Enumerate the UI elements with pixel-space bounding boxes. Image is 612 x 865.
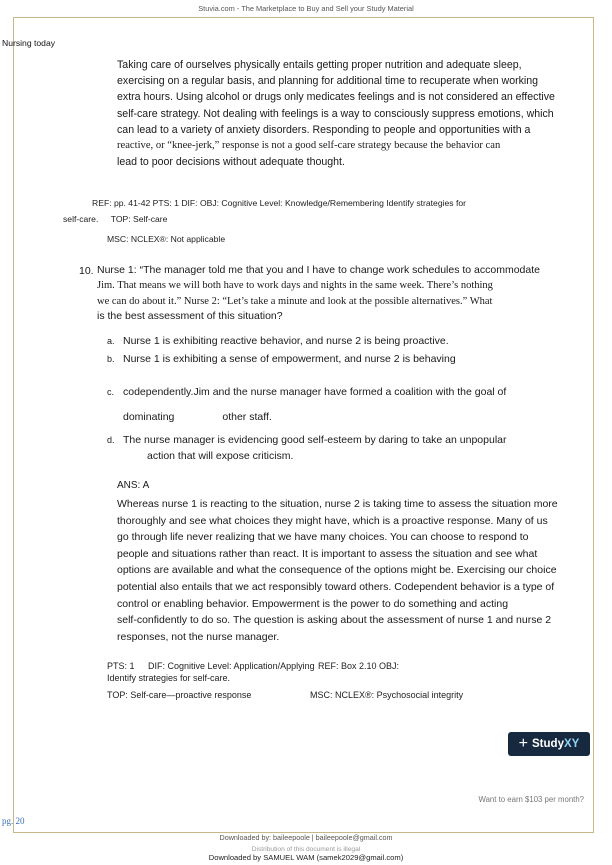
rationale-line: people and situations rather than react. It is important to assess the situation and see what: [117, 547, 538, 560]
rationale-line: control or enabling behavior. Empowerment is the power to do something and acting: [117, 597, 509, 610]
rationale-line: thoroughly and see what choices they might have, which is a proactive response. Many of us: [117, 514, 548, 527]
objective: Identify strategies for self-care.: [107, 673, 231, 683]
intro-line: reactive, or “knee-jerk,” response is not a good self-care strategy because the behavior can: [117, 140, 501, 152]
page-number: pg. 20: [2, 816, 25, 826]
answer-rationale: [117, 496, 585, 645]
pts: PTS: 1: [107, 661, 135, 671]
site-banner: Stuvia.com - The Marketplace to Buy and Sell your Study Material: [198, 4, 414, 13]
answer-label: ANS: A: [117, 480, 150, 491]
download-notice-1: Downloaded by: baileepoole | baileepoole@gmail.com: [219, 833, 393, 842]
download-notice-2: Downloaded by SAMUEL WAM (samek2029@gmail.com): [208, 853, 404, 862]
prev-ref-line: REF: pp. 41-42 PTS: 1 DIF: OBJ: Cognitive Level: Knowledge/Remembering Identify strategies for: [92, 198, 467, 208]
rationale-line: potential also entails that we act responsibly toward others. Codependent behavior is a type of: [117, 580, 555, 593]
option-text: other staff.: [222, 411, 272, 423]
plus-icon: +: [518, 735, 529, 752]
rationale-line: responses, not the nurse manager.: [117, 630, 280, 643]
option-letter: c.: [107, 387, 115, 397]
stem-line: Nurse 1: “The manager told me that you and I have to change work schedules to accommodate: [97, 264, 540, 276]
studyxy-logo[interactable]: [508, 732, 590, 756]
prev-topic: TOP: Self-care: [110, 214, 168, 224]
running-head: Nursing today: [2, 38, 56, 48]
option-text: Nurse 1 is exhibiting a sense of empowerment, and nurse 2 is behaving: [123, 353, 456, 365]
intro-line: self-care strategy. Not dealing with feelings is a way to consciously suppress emotions, which: [117, 107, 554, 120]
option-letter: d.: [107, 435, 115, 445]
logo-text-accent: XY: [563, 738, 580, 750]
intro-line: extra hours. Using alcohol or drugs only medicates feelings and is not considered an effective: [117, 91, 555, 104]
prev-msc: MSC: NCLEX®: Not applicable: [107, 234, 226, 244]
option-letter: a.: [107, 336, 115, 346]
option-text: The nurse manager is evidencing good self-esteem by daring to take an unpopular: [123, 434, 507, 446]
msc: MSC: NCLEX®: Psychosocial integrity: [310, 690, 464, 700]
reference: REF: Box 2.10 OBJ:: [318, 661, 400, 671]
prev-objective: [63, 214, 167, 224]
rationale-line: self-confidently to do so. The question is asking about the assessment of nurse 1 and nurse 2: [117, 614, 552, 627]
option-d: [107, 433, 507, 448]
intro-line: Taking care of ourselves physically entails getting proper nutrition and adequate sleep,: [117, 59, 522, 71]
option-text: codependently.Jim and the nurse manager have formed a coalition with the goal of: [123, 386, 507, 398]
intro-line: exercising on a regular basis, and planning for additional time to recuperate when working: [117, 75, 539, 88]
option-d-continued: action that will expose criticism.: [147, 450, 294, 462]
option-c-continued: [123, 410, 272, 425]
question-stem: [97, 263, 589, 325]
intro-line: can lead to a variety of anxiety disorders. Responding to people and opportunities with a: [117, 123, 531, 136]
intro-line: lead to poor decisions without adequate thought.: [117, 156, 345, 169]
stem-line: we can do about it.” Nurse 2: “Let’s take a minute and look at the possible alternatives.” What: [97, 295, 493, 307]
earn-promo-link[interactable]: Want to earn $103 per month?: [478, 795, 584, 804]
option-letter: b.: [107, 354, 115, 364]
stem-line: Jim. That means we will both have to work days and nights in the same week. There’s nothing: [97, 280, 493, 292]
prev-objective-text: self-care.: [63, 214, 99, 224]
logo-text-main: Study: [532, 738, 564, 750]
stem-line: is the best assessment of this situation?: [97, 310, 283, 323]
rationale-line: Whereas nurse 1 is reacting to the situation, nurse 2 is taking time to assess the situation more: [117, 498, 558, 510]
rationale-line: go through life never realizing that we have many choices. You can choose to respond to: [117, 531, 529, 544]
distribution-notice: Distribution of this document is illegal: [251, 846, 361, 853]
option-text: Nurse 1 is exhibiting reactive behavior, and nurse 2 is being proactive.: [123, 335, 449, 347]
topic: TOP: Self-care—proactive response: [107, 690, 252, 700]
rationale-line: options are available and what the consequence of the options might be. Exercising our choice: [117, 564, 557, 577]
intro-paragraph: [117, 57, 579, 170]
option-text: dominating: [123, 411, 175, 423]
option-b: [107, 352, 456, 367]
difficulty: DIF: Cognitive Level: Application/Applying: [148, 661, 315, 671]
option-a: [107, 334, 449, 349]
option-c: [107, 385, 506, 400]
question-number: 10.: [79, 265, 94, 277]
